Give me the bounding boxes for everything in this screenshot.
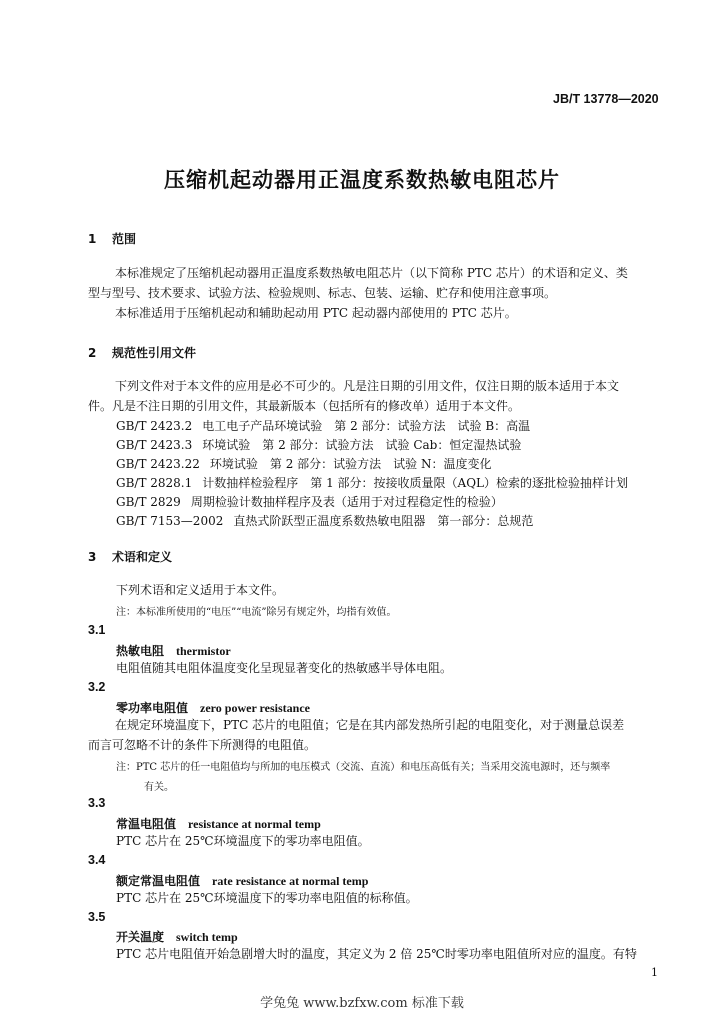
term-name-en: resistance at normal temp xyxy=(188,817,321,831)
section-2-paragraph-1: 下列文件对于本文件的应用是必不可少的。凡是注日期的引用文件，仅注日期的版本适用于本文件。凡是不注日期的引用文件，其最新版本（包括所有的修改单）适用于本文件。 xyxy=(88,379,620,413)
term-name xyxy=(116,815,321,832)
document-title: 压缩机起动器用正温度系数热敏电阻芯片 xyxy=(164,168,560,192)
section-title: 规范性引用文件 xyxy=(112,346,197,360)
term-name-en: switch temp xyxy=(176,930,238,944)
section-title: 术语和定义 xyxy=(112,550,173,564)
term-name-en: rate resistance at normal temp xyxy=(212,874,369,888)
reference-item xyxy=(116,455,491,472)
section-number: 3 xyxy=(88,550,97,564)
reference-title: 周期检验计数抽样程序及表（适用于对过程稳定性的检验） xyxy=(190,495,503,509)
section-1-paragraph-2: 本标准适用于压缩机起动和辅助起动用 PTC 起动器内部使用的 PTC 芯片。 xyxy=(115,306,517,320)
term-definition: PTC 芯片在 25℃环境温度下的零功率电阻值的标称值。 xyxy=(116,891,418,905)
reference-item xyxy=(116,436,521,453)
reference-title: 环境试验 第 2 部分：试验方法 试验 Cab：恒定湿热试验 xyxy=(202,438,522,452)
reference-item xyxy=(116,417,530,434)
reference-code: GB/T 7153—2002 xyxy=(116,514,224,528)
term-name-zh: 热敏电阻 xyxy=(116,644,165,658)
section-number: 2 xyxy=(88,346,97,360)
term-name-en: zero power resistance xyxy=(200,701,310,715)
term-name xyxy=(116,699,310,716)
reference-title: 环境试验 第 2 部分：试验方法 试验 N：温度变化 xyxy=(209,457,492,471)
term-name xyxy=(116,642,231,659)
reference-code: GB/T 2423.22 xyxy=(116,457,200,471)
section-3-note: 注：本标准所使用的“电压”“电流”除另有规定外，均指有效值。 xyxy=(116,607,397,618)
term-number: 3.1 xyxy=(88,623,106,637)
term-name xyxy=(116,928,238,945)
reference-code: GB/T 2828.1 xyxy=(116,476,193,490)
term-name-zh: 额定常温电阻值 xyxy=(116,874,201,888)
section-1-paragraph-1: 本标准规定了压缩机起动器用正温度系数热敏电阻芯片（以下简称 PTC 芯片）的术语和定义、类型与型号、技术要求、试验方法、检验规则、标志、包装、运输、贮存和使用注意事项。 xyxy=(88,266,628,300)
reference-item xyxy=(116,512,533,529)
term-name-en: thermistor xyxy=(176,644,231,658)
reference-title: 计数抽样检验程序 第 1 部分：按接收质量限（AQL）检索的逐批检验抽样计划 xyxy=(202,476,629,490)
section-title: 范围 xyxy=(112,232,137,246)
reference-title: 电工电子产品环境试验 第 2 部分：试验方法 试验 B：高温 xyxy=(202,419,531,433)
reference-item xyxy=(116,493,503,510)
term-definition: 电阻值随其电阻体温度变化呈现显著变化的热敏感半导体电阻。 xyxy=(116,661,453,675)
document-code: JB/T 13778—2020 xyxy=(553,92,659,106)
term-note: 注：PTC 芯片的任一电阻值均与所加的电压模式（交流、直流）和电压高低有关；当采用交流电源时，还与频率 xyxy=(116,762,611,773)
term-number: 3.5 xyxy=(88,910,106,924)
term-number: 3.3 xyxy=(88,796,106,810)
term-definition: PTC 芯片在 25℃环境温度下的零功率电阻值。 xyxy=(116,834,370,848)
term-name xyxy=(116,872,368,889)
term-definition: 在规定环境温度下，PTC 芯片的电阻值；它是在其内部发热所引起的电阻变化，对于测量总误差而言可忽略不计的条件下所测得的电阻值。 xyxy=(88,718,625,752)
reference-title: 直热式阶跃型正温度系数热敏电阻器 第一部分：总规范 xyxy=(233,514,534,528)
term-name-zh: 开关温度 xyxy=(116,930,165,944)
reference-code: GB/T 2829 xyxy=(116,495,181,509)
term-number: 3.2 xyxy=(88,680,106,694)
reference-code: GB/T 2423.2 xyxy=(116,419,193,433)
reference-item xyxy=(116,474,628,491)
reference-code: GB/T 2423.3 xyxy=(116,438,193,452)
section-number: 1 xyxy=(88,232,97,246)
watermark-footer: 学兔兔 www.bzfxw.com 标准下载 xyxy=(260,996,464,1011)
section-3-paragraph-1: 下列术语和定义适用于本文件。 xyxy=(116,583,285,597)
term-name-zh: 常温电阻值 xyxy=(116,817,177,831)
term-definition: PTC 芯片电阻值开始急剧增大时的温度，其定义为 2 倍 25℃时零功率电阻值所对应的温度。有特 xyxy=(116,947,637,961)
page-number: 1 xyxy=(651,966,658,979)
term-name-zh: 零功率电阻值 xyxy=(116,701,189,715)
section-3-heading xyxy=(88,548,172,565)
term-note-continuation: 有关。 xyxy=(144,782,174,793)
section-1-heading xyxy=(88,230,136,247)
section-2-heading xyxy=(88,344,196,361)
term-number: 3.4 xyxy=(88,853,106,867)
